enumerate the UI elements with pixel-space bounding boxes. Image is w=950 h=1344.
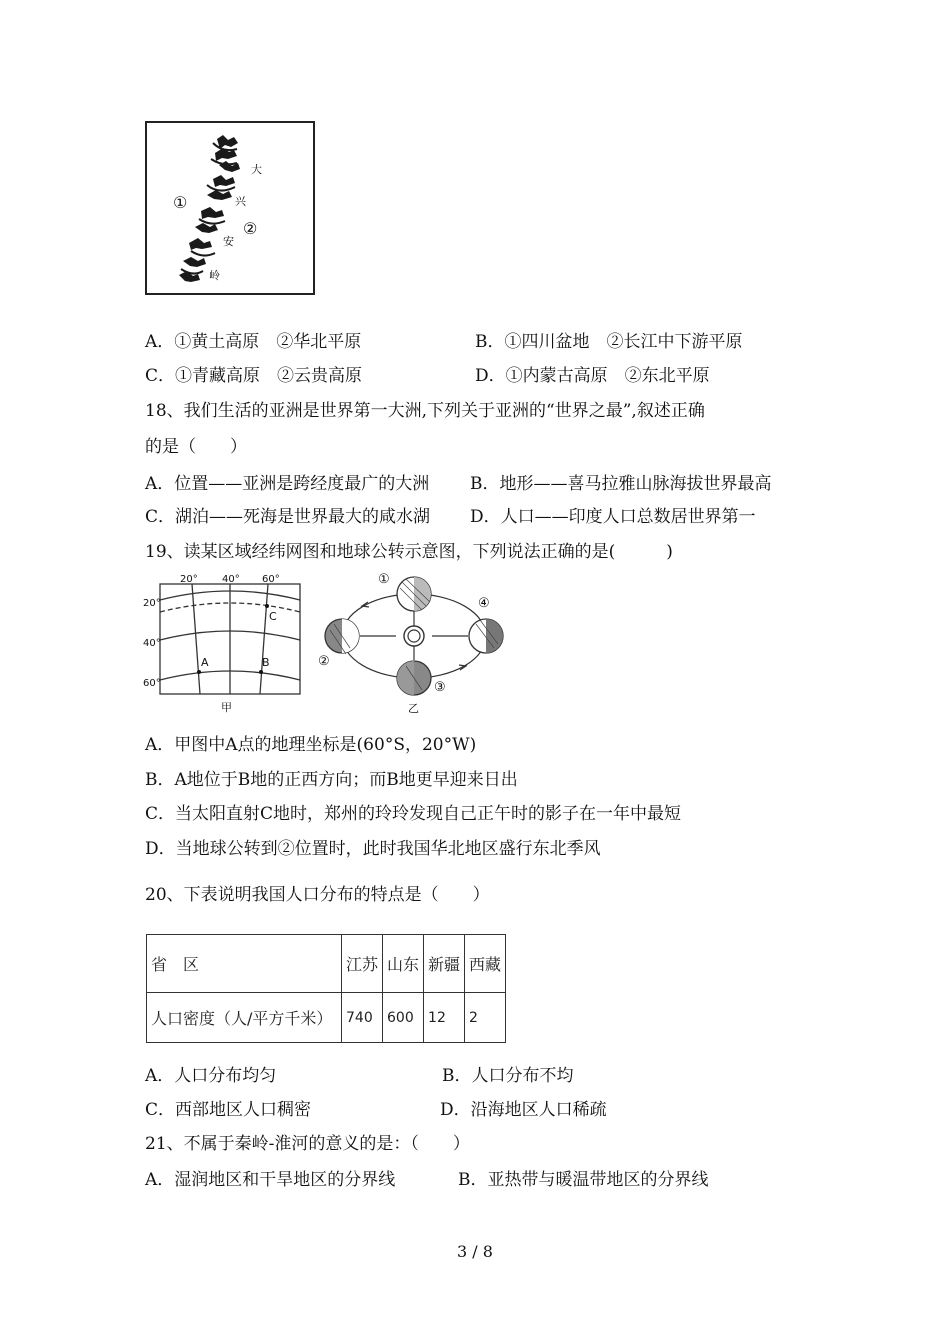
q17-option-a: A．①黄土高原 ②华北平原 — [145, 332, 362, 352]
q21-option-a: A．湿润地区和干旱地区的分界线 — [145, 1170, 396, 1190]
da-xinganling-map-figure — [145, 121, 315, 295]
left-latitude-60: 60° — [143, 678, 161, 689]
earth-revolution-figure-yi — [316, 570, 512, 716]
province-header-cell: 省 区 — [147, 935, 342, 993]
region-label-1: ① — [173, 193, 188, 212]
density-row — [147, 993, 506, 1043]
top-longitude-20: 20° — [180, 574, 198, 585]
q18-stem-line1: 18、我们生活的亚洲是世界第一大洲,下列关于亚洲的“世界之最”,叙述正确 — [145, 401, 705, 421]
q21-option-b: B．亚热带与暖温带地区的分界线 — [458, 1170, 709, 1190]
range-char-1: 大 — [251, 163, 262, 176]
province-xizang: 西藏 — [465, 935, 506, 993]
density-jiangsu: 740 — [342, 993, 383, 1043]
region-label-2: ② — [243, 219, 258, 238]
range-char-3: 安 — [223, 235, 234, 248]
graticule-figure-jia — [140, 574, 310, 716]
q17-option-d: D．①内蒙古高原 ②东北平原 — [475, 366, 710, 386]
point-c-label: C — [269, 610, 277, 623]
point-b-label: B — [262, 656, 270, 669]
position-4-label: ④ — [478, 596, 490, 611]
q17-option-b: B．①四川盆地 ②长江中下游平原 — [475, 332, 743, 352]
top-longitude-40: 40° — [222, 574, 240, 585]
density-header-cell: 人口密度（人/平方千米） — [147, 993, 342, 1043]
mountain-range-drawing — [147, 123, 313, 293]
left-latitude-40: 40° — [143, 638, 161, 649]
q20-option-d: D．沿海地区人口稀疏 — [440, 1100, 607, 1120]
point-a-label: A — [201, 656, 209, 669]
population-density-table — [146, 934, 506, 1043]
province-row — [147, 935, 506, 993]
density-xinjiang: 12 — [424, 993, 465, 1043]
q18-option-b: B．地形——喜马拉雅山脉海拔世界最高 — [470, 474, 772, 494]
q19-option-a: A．甲图中A点的地理坐标是(60°S，20°W) — [145, 735, 477, 755]
left-latitude-20: 20° — [143, 598, 161, 609]
q20-stem: 20、下表说明我国人口分布的特点是（ ） — [145, 885, 490, 905]
q20-option-a: A．人口分布均匀 — [145, 1066, 277, 1086]
q19-option-c: C．当太阳直射C地时，郑州的玲玲发现自己正午时的影子在一年中最短 — [145, 804, 682, 824]
province-xinjiang: 新疆 — [424, 935, 465, 993]
density-shandong: 600 — [383, 993, 424, 1043]
q18-option-a: A．位置——亚洲是跨经度最广的大洲 — [145, 474, 430, 494]
top-longitude-60: 60° — [262, 574, 280, 585]
q21-stem: 21、不属于秦岭-淮河的意义的是：（ ） — [145, 1134, 470, 1154]
q18-option-c: C．湖泊——死海是世界最大的咸水湖 — [145, 507, 431, 527]
position-3-label: ③ — [434, 680, 446, 695]
q19-stem: 19、读某区域经纬网图和地球公转示意图，下列说法正确的是( ) — [145, 542, 673, 562]
density-xizang: 2 — [465, 993, 506, 1043]
position-1-label: ① — [378, 572, 390, 587]
q18-option-d: D．人口——印度人口总数居世界第一 — [470, 507, 756, 527]
q17-option-c: C．①青藏高原 ②云贵高原 — [145, 366, 363, 386]
q18-stem-line2: 的是（ ） — [145, 437, 247, 457]
province-shandong: 山东 — [383, 935, 424, 993]
figure-jia-caption: 甲 — [221, 701, 232, 714]
q20-option-c: C．西部地区人口稠密 — [145, 1100, 312, 1120]
q19-option-d: D．当地球公转到②位置时，此时我国华北地区盛行东北季风 — [145, 839, 601, 859]
range-char-2: 兴 — [235, 195, 246, 208]
q19-option-b: B．A地位于B地的正西方向；而B地更早迎来日出 — [145, 770, 518, 790]
position-2-label: ② — [318, 654, 330, 669]
figure-yi-caption: 乙 — [408, 702, 419, 715]
page-number: 3 / 8 — [457, 1242, 493, 1261]
q20-option-b: B．人口分布不均 — [442, 1066, 574, 1086]
graticule-lines — [140, 574, 310, 716]
range-char-4: 岭 — [209, 269, 220, 282]
orbit-diagram — [316, 570, 512, 716]
province-jiangsu: 江苏 — [342, 935, 383, 993]
